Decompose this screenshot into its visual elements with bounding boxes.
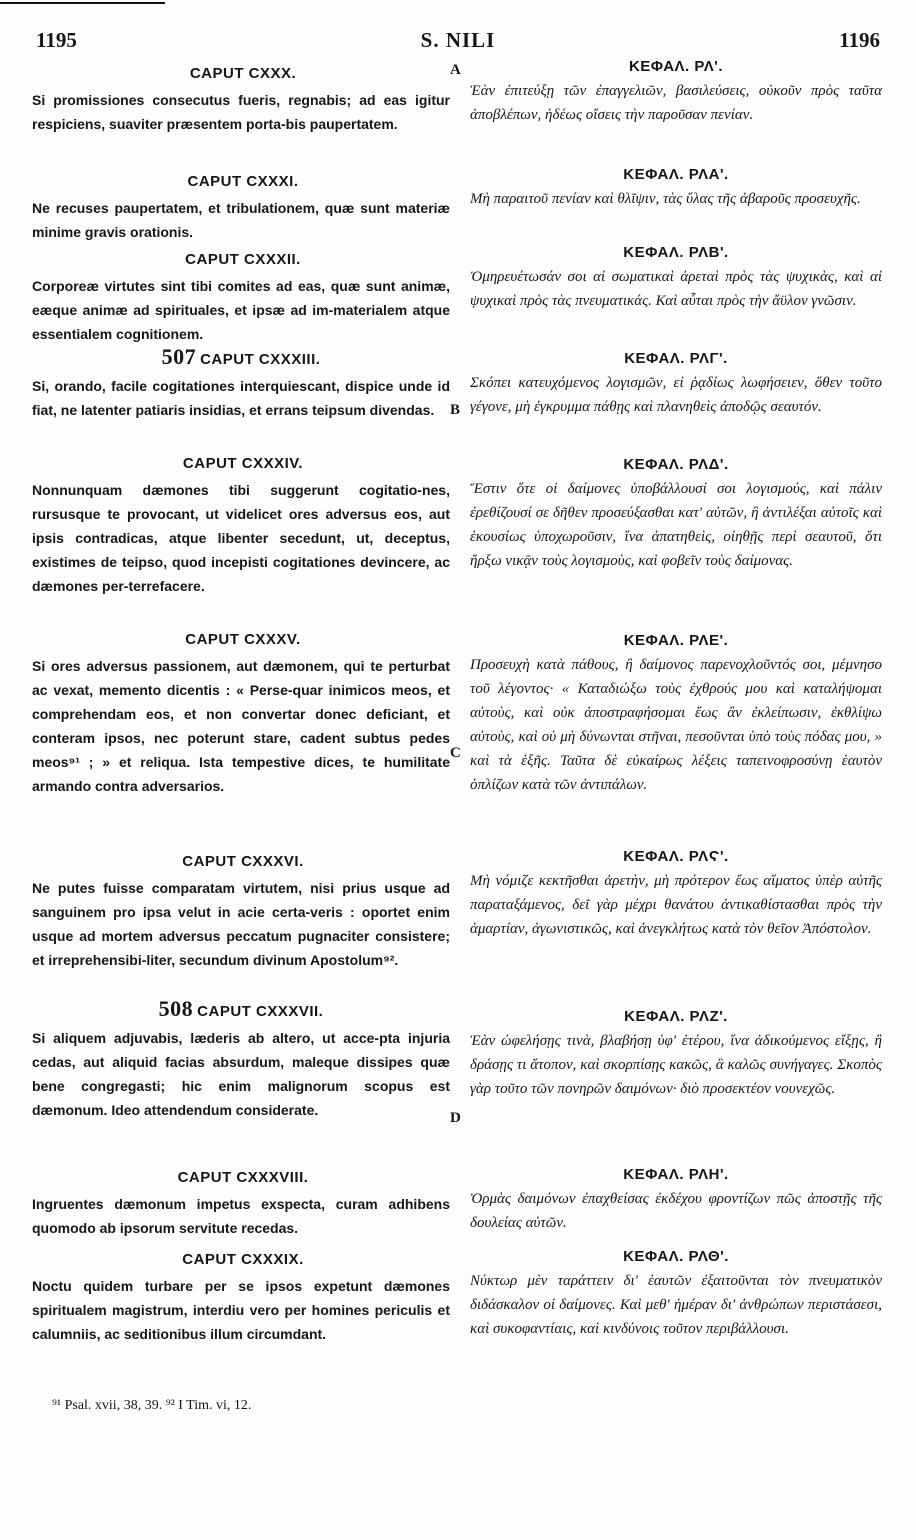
latin-section (32, 344, 450, 422)
greek-section (470, 1166, 882, 1235)
chapter-text: Ingruentes dæmonum impetus exspecta, curam adhibens quomodo ab ipsorum servitute recedas. (32, 1196, 450, 1236)
page-number-right: 1196 (839, 28, 880, 52)
chapter-text: Si, orando, facile cogitationes interquiescant, dispice unde id fiat, ne latenter patiaris insidias, et errans teipsum divendas. (32, 378, 450, 418)
chapter-heading: CAPUT CXXXI. (187, 173, 299, 190)
chapter-heading: CAPUT CXXXVI. (182, 853, 304, 870)
latin-section (32, 1162, 450, 1240)
latin-section (32, 1244, 450, 1346)
running-title: S. NILI (420, 28, 496, 52)
chapter-heading: CAPUT CXXXIV. (182, 455, 304, 472)
chapter-heading: CAPUT CXXXII. (185, 251, 301, 268)
margin-mark-a: A (450, 62, 461, 78)
margin-mark-b: B (450, 402, 461, 418)
chapter-text: Ἐὰν ἐπιτεύξῃ τῶν ἐπαγγελιῶν, βασιλεύσεις, οὐκοῦν πρὸς ταῦτα ἀποβλέπων, ἡδέως οἴσεις τὴν παροῦσαν πενίαν. (470, 83, 882, 123)
latin-section (32, 244, 450, 346)
greek-section (470, 1008, 882, 1101)
chapter-text: Σκόπει κατευχόμενος λογισμῶν, εἰ ῥᾳδίως λωφήσειεν, ὅθεν τοῦτο γέγονε, μὴ ἐγκρυμμα πάθῃς καὶ πλανηθεὶς ἀποδῷς σεαυτόν. (470, 375, 882, 415)
chapter-heading: CAPUT CXXXIX. (182, 1251, 304, 1268)
chapter-heading: ΚΕΦΑΛ. ΡΛΑ'. (623, 166, 729, 183)
chapter-heading: ΚΕΦΑΛ. ΡΛΔ'. (623, 456, 729, 473)
chapter-heading: ΚΕΦΑΛ. ΡΛϚ'. (623, 848, 729, 865)
top-rule (0, 2, 165, 4)
footnotes: ⁹¹ Psal. xvii, 38, 39. ⁹² I Tim. vi, 12. (52, 1398, 252, 1413)
latin-section (32, 58, 450, 136)
chapter-text: Nonnunquam dæmones tibi suggerunt cogitatio-nes, rursusque te provocant, ut videlicet ores adversus eos, aut ipsis contradicas, atque libenter secedunt, ut, deceptus, existimes de teipso, quod incepisti cogitationes devincere, ac dæmones per-terrefacere. (32, 482, 450, 594)
greek-section (470, 632, 882, 797)
page-header (28, 28, 888, 60)
chapter-text: Si promissiones consecutus fueris, regnabis; ad eas igitur respiciens, suaviter præsentem porta-bis paupertatem. (32, 92, 450, 132)
chapter-text: Ὁρμὰς δαιμόνων ἐπαχθείσας ἐκδέχου φροντίζων πῶς ἀποστῇς τῆς δουλείας αὐτῶν. (470, 1191, 882, 1231)
chapter-text: Si ores adversus passionem, aut dæmonem, qui te perturbat ac vexat, memento dicentis : « Perse-quar inimicos meos, et comprehendam eos, et non convertar donec deficiant, et conteram ipsos, nec poterunt stare, cadent subtus pedes meos⁹¹ ; » et reliqua. Ista tempestive dices, te humilitate armando contra adversarios. (32, 658, 450, 794)
chapter-heading: ΚΕΦΑΛ. ΡΛΕ'. (623, 632, 729, 649)
latin-section (32, 448, 450, 598)
chapter-heading: ΚΕΦΑΛ. ΡΛΘ'. (623, 1248, 729, 1265)
latin-section (32, 996, 450, 1122)
chapter-text: Si aliquem adjuvabis, læderis ab altero, ut acce-pta injuria cedas, aut aliquid facias absurdum, maleque dissipes quæ bene congregasti; hic enim malignorum scopus est dæmonum. Ideo attendendum considerate. (32, 1030, 450, 1118)
chapter-text: Προσευχὴ κατὰ πάθους, ἢ δαίμονος παρενοχλοῦντός σοι, μέμνησο τοῦ λέγοντος· « Καταδιώξω τοὺς ἐχθρούς μου καὶ καταλήψομαι αὐτοὺς, καὶ οὐκ ἀποστραφήσομαι ἕως ἂν ἐκλείπωσιν, ἐκθλίψω αὐτοὺς, καὶ οὐ μὴ δύνωνται στῆναι, πεσοῦνται ὑπὸ τοὺς πόδας μου, » καὶ τὰ ἑξῆς. Ταῦτα δὲ εὐκαίρως λέξεις ταπεινοφροσύνῃ ἑαυτὸν ὁπλίζων κατὰ τῶν ἀντιπάλων. (470, 657, 882, 793)
latin-section (32, 166, 450, 244)
chapter-heading: CAPUT CXXX. (189, 65, 297, 82)
greek-section (470, 848, 882, 941)
margin-mark-d: D (450, 1110, 461, 1126)
chapter-text: Μὴ παραιτοῦ πενίαν καὶ θλῖψιν, τὰς ὕλας τῆς ἀβαροῦς προσευχῆς. (470, 191, 861, 207)
greek-section (470, 350, 882, 419)
chapter-heading: ΚΕΦΑΛ. ΡΛΖ'. (624, 1008, 728, 1025)
chapter-heading: 508 CAPUT CXXXVII. (158, 996, 324, 1021)
greek-section (470, 58, 882, 127)
latin-section (32, 624, 450, 798)
chapter-heading: ΚΕΦΑΛ. ΡΛ'. (628, 58, 724, 75)
chapter-heading: 507 CAPUT CXXXIII. (161, 344, 321, 369)
chapter-heading: ΚΕΦΑΛ. ΡΛΗ'. (623, 1166, 729, 1183)
page-number-left: 1195 (36, 28, 77, 52)
chapter-text: Noctu quidem turbare per se ipsos expetunt dæmones spiritualem magistrum, interdiu vero per homines periculis et calumniis, ac seditionibus illum circumdant. (32, 1278, 450, 1342)
chapter-text: Ἔστιν ὅτε οἱ δαίμονες ὑποβάλλουσί σοι λογισμούς, καὶ πάλιν ἐρεθίζουσί σε δῆθεν προσεύξασθαι κατ' αὐτῶν, ἢ ἀντιλέξαι αὐτοῖς καὶ ἑκουσίως ὑποχωροῦσιν, ἵνα ἀπατηθεὶς, οἰηθῇς περὶ σεαυτοῦ, ὅτι ἤρξω νικᾷν τοὺς λογισμοὺς, καὶ φοβεῖν τοὺς δαίμονας. (470, 481, 882, 569)
chapter-text: Ne putes fuisse comparatam virtutem, nisi prius usque ad sanguinem pro ipsa velut in acie certa-veris : oportet enim usque ad mortem adversus peccatum pugnaciter consistere; et irreprehensibi-liter, secundum divinum Apostolum⁹². (32, 880, 450, 968)
greek-section (470, 244, 882, 313)
latin-section (32, 846, 450, 972)
chapter-text: Corporeæ virtutes sint tibi comites ad eas, quæ sunt animæ, eæque animæ ad spirituales, et ipsæ ad im-materialem atque essentialem cognitionem. (32, 278, 450, 342)
chapter-heading: ΚΕΦΑΛ. ΡΛΓ'. (624, 350, 728, 367)
chapter-text: Ne recuses paupertatem, et tribulationem, quæ sunt materiæ minime gravis orationis. (32, 200, 450, 240)
chapter-text: Ἐὰν ὠφελήσῃς τινὰ, βλαβήσῃ ὑφ' ἑτέρου, ἵνα ἀδικούμενος εἴξῃς, ἢ δράσῃς τι ἄτοπον, καὶ σκορπίσῃς κακῶς, ἃ καλῶς συνήγαγες. Σκοπὸς γὰρ τοῦτο τῶν πονηρῶν δαιμόνων· διὸ προσεκτέον νουνεχῶς. (470, 1033, 882, 1097)
chapter-heading: CAPUT CXXXVIII. (177, 1169, 309, 1186)
greek-section (470, 1248, 882, 1341)
chapter-heading: ΚΕΦΑΛ. ΡΛΒ'. (623, 244, 729, 261)
chapter-heading: CAPUT CXXXV. (185, 631, 301, 648)
chapter-text: Ὁμηρευέτωσάν σοι αἱ σωματικαὶ ἀρεταὶ πρὸς τὰς ψυχικὰς, καὶ αἱ ψυχικαὶ πρὸς τὰς πνευματικάς. Καὶ αὗται πρὸς τὴν ἄϋλον γνῶσιν. (470, 269, 882, 309)
chapter-text: Μὴ νόμιζε κεκτῆσθαι ἀρετὴν, μὴ πρότερον ἕως αἵματος ὑπὲρ αὐτῆς παραταξάμενος, δεῖ γὰρ μέχρι θανάτου ἀντικαθίστασθαι πρὸς τὴν ἁμαρτίαν, ἀγωνιστικῶς, καὶ ἀνεγκλήτως κατὰ τὸν θεῖον Ἀπόστολον. (470, 873, 882, 937)
margin-mark-c: C (450, 745, 461, 761)
greek-section (470, 166, 882, 211)
chapter-text: Νύκτωρ μὲν ταράττειν δι' ἑαυτῶν ἐξαιτοῦνται τὸν πνευματικὸν διδάσκαλον οἱ δαίμονες. Καὶ μεθ' ἡμέραν δι' ἀνθρώπων περιστάσεσι, καὶ συκοφαντίαις, καὶ κινδύνοις τοῦτον περιβάλλουσι. (470, 1273, 882, 1337)
greek-section (470, 456, 882, 573)
